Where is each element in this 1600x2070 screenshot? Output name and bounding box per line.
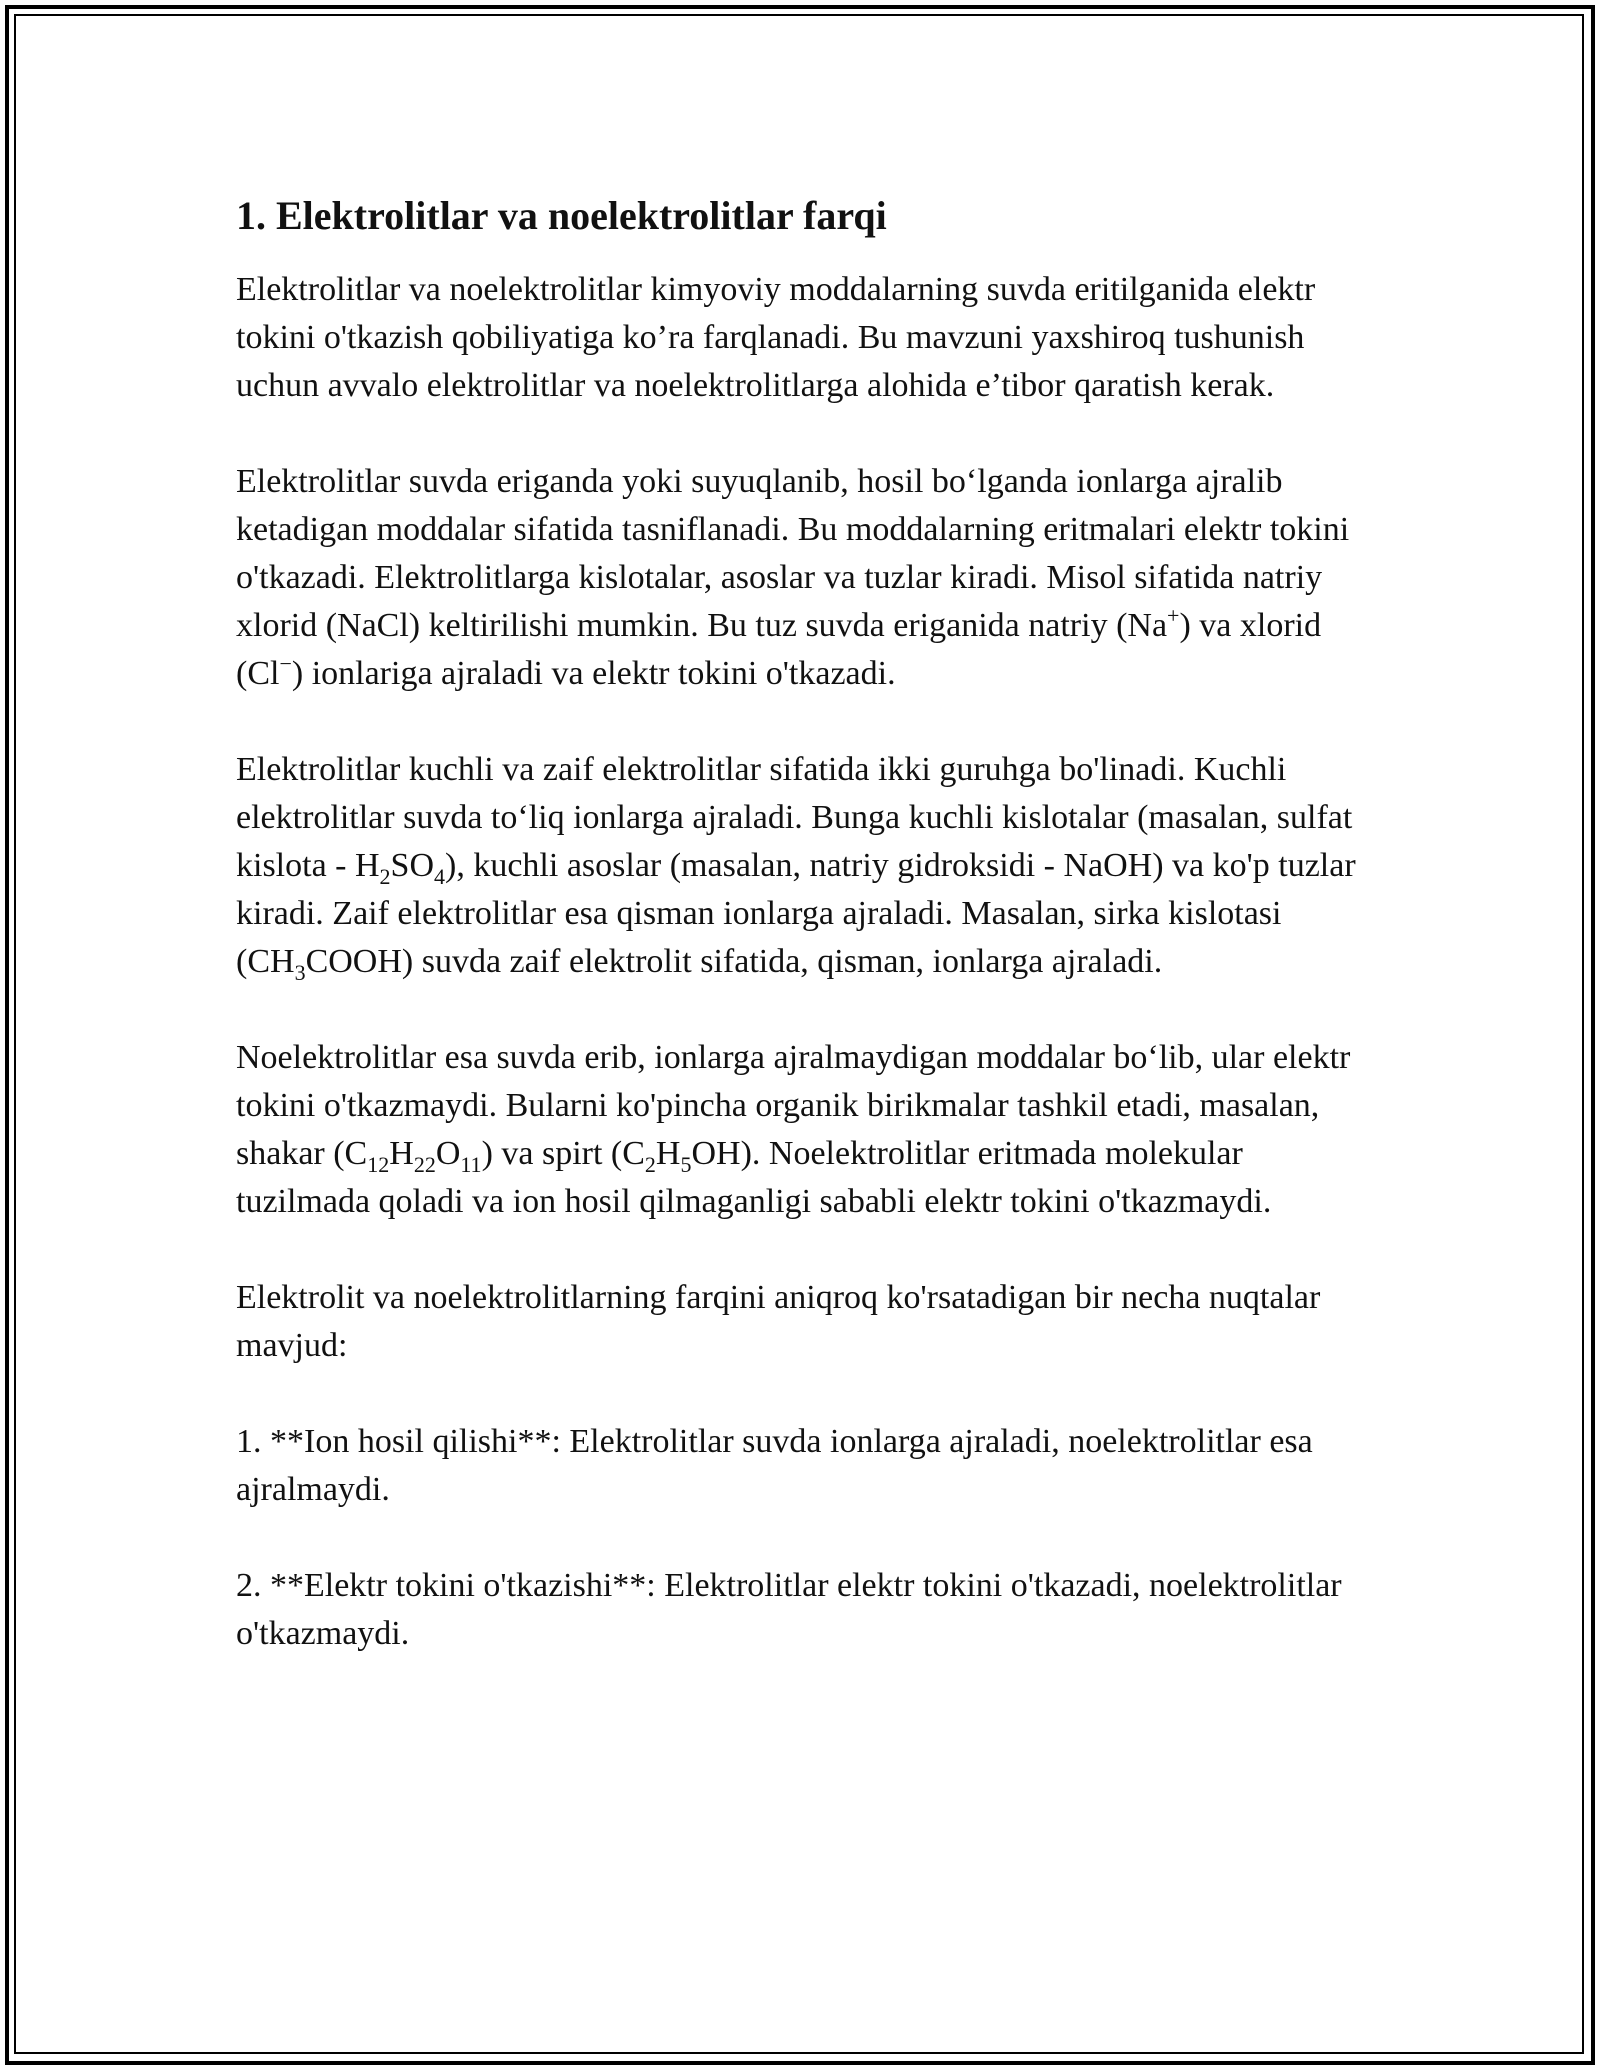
subscript: 2 xyxy=(644,1152,656,1177)
paragraph-intro: Elektrolitlar va noelektrolitlar kimyoviy moddalarning suvda eritilganida elektr tokini o'tkazish qobiliyatiga ko’ra farqlanadi. Bu mavzuni yaxshiroq tushunish uchun avvalo elektrolitlar va noelektrolitlarga alohida e’tibor qaratish kerak. xyxy=(236,271,1316,404)
section-heading: 1. Elektrolitlar va noelektrolitlar farqi xyxy=(236,193,887,238)
paragraph-strong-weak xyxy=(236,746,1376,986)
text-run: SO xyxy=(390,847,435,884)
paragraph-differences-intro: Elektrolit va noelektrolitlarning farqini aniqroq ko'rsatadigan bir necha nuqtalar mavjud: xyxy=(236,1279,1321,1364)
subscript: 22 xyxy=(413,1152,436,1177)
superscript: + xyxy=(1167,603,1180,628)
text-run: Elektrolitlar suvda eriganda yoki suyuqlanib, hosil bo‘lganda ionlarga ajralib ketadigan moddalar sifatida tasniflanadi. Bu moddalarning eritmalari elektr tokini o'tkazadi. Elektrolitlarga kislotalar, asoslar va tuzlar kiradi. Misol sifatida natriy xlorid (NaCl) keltirilishi mumkin. Bu tuz suvda eriganida natriy (Na xyxy=(236,463,1350,644)
text-run: ), kuchli asoslar (masalan, natriy gidroksidi - NaOH) va ko'p tuzlar kiradi. Zaif elektrolitlar esa qisman ionlarga ajraladi. Masalan, sirka kislotasi (CH xyxy=(236,847,1356,980)
paragraph-nonelectrolytes xyxy=(236,1034,1376,1226)
text-run: O xyxy=(435,1135,461,1172)
paragraph-electrolytes xyxy=(236,458,1376,698)
subscript: 4 xyxy=(434,864,446,889)
text-run: Elektrolitlar kuchli va zaif elektrolitlar sifatida ikki guruhga bo'linadi. Kuchli elektrolitlar suvda to‘liq ionlarga ajraladi. Bunga kuchli kislotalar (masalan, sulfat kislota - H xyxy=(236,751,1353,884)
subscript: 3 xyxy=(294,960,306,985)
list-item-ion-formation: 1. **Ion hosil qilishi**: Elektrolitlar suvda ionlarga ajraladi, noelektrolitlar esa ajralmaydi. xyxy=(236,1423,1313,1508)
text-run: Noelektrolitlar esa suvda erib, ionlarga ajralmaydigan moddalar bo‘lib, ular elektr tokini o'tkazmaydi. Bularni ko'pincha organik birikmalar tashkil etadi, masalan, shakar (C xyxy=(236,1039,1351,1172)
subscript: 5 xyxy=(680,1152,692,1177)
subscript: 2 xyxy=(379,864,391,889)
subscript: 12 xyxy=(367,1152,390,1177)
text-run: ) va spirt (C xyxy=(481,1135,645,1172)
subscript: 11 xyxy=(460,1152,482,1177)
list-item-conductivity: 2. **Elektr tokini o'tkazishi**: Elektrolitlar elektr tokini o'tkazadi, noelektrolitlar o'tkazmaydi. xyxy=(236,1567,1342,1652)
text-run: H xyxy=(389,1135,414,1172)
text-run: H xyxy=(655,1135,681,1172)
text-run: ) ionlariga ajraladi va elektr tokini o'tkazadi. xyxy=(291,655,896,692)
text-run: ) va xlorid (Cl xyxy=(236,607,1322,692)
document-body xyxy=(236,180,1376,1706)
superscript: − xyxy=(279,651,292,676)
text-run: OH). Noelektrolitlar eritmada molekular tuzilmada qoladi va ion hosil qilmaganligi sababli elektr tokini o'tkazmaydi. xyxy=(236,1135,1272,1220)
text-run: COOH) suvda zaif elektrolit sifatida, qisman, ionlarga ajraladi. xyxy=(305,943,1163,980)
